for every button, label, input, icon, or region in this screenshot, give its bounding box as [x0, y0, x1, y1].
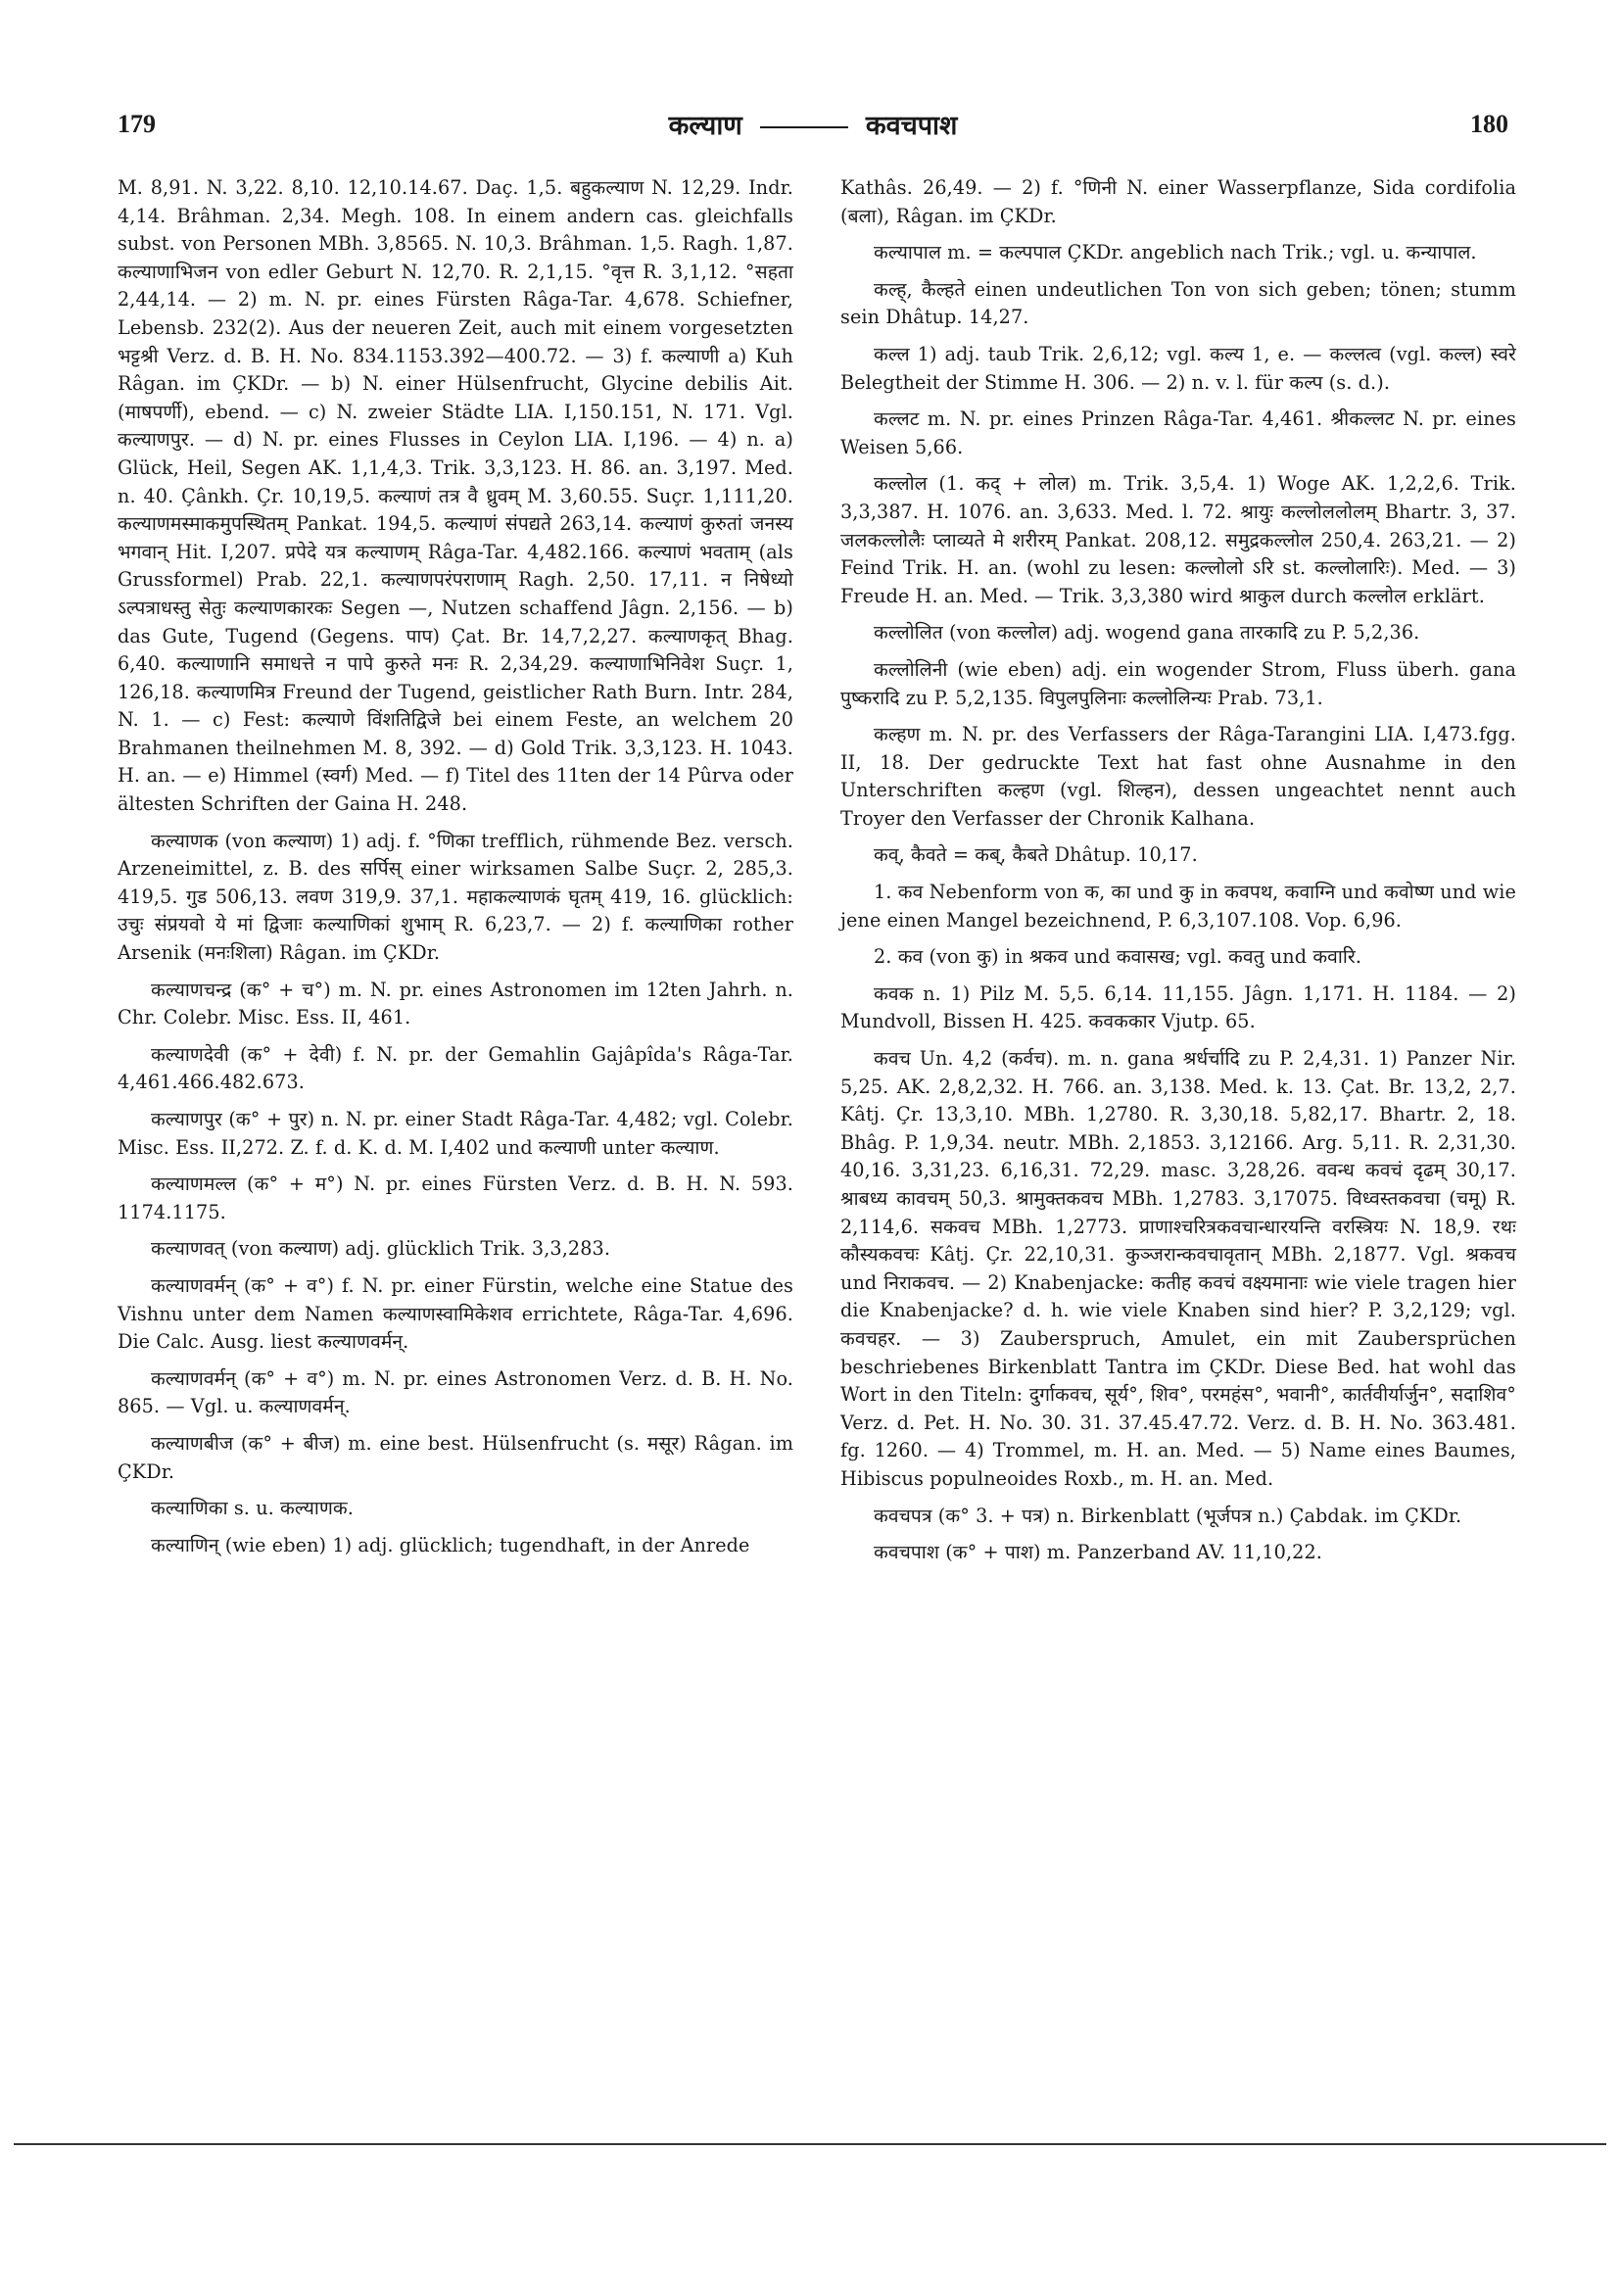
page-number-right: 180	[1470, 110, 1508, 138]
head-dash	[760, 126, 848, 128]
dictionary-entry: कल्याणिका s. u. कल्याणक.	[151, 1497, 354, 1520]
dictionary-entry: कल्लट m. N. pr. eines Prinzen Râga-Tar. 4,461. श्रीकल्लट N. pr. eines Weisen 5,66.	[840, 407, 1516, 458]
dictionary-entry: कल्याणमल्ल (क° + म°) N. pr. eines Fürsten Verz. d. B. H. N. 593. 1174.1175.	[118, 1172, 793, 1223]
dictionary-entry: कल्याणचन्द्र (क° + च°) m. N. pr. eines Astronomen im 12ten Jahrh. n. Chr. Colebr. Misc. Ess. II, 461.	[118, 978, 793, 1029]
dictionary-entry: कव्, कैवते = कब्, कैबते Dhâtup. 10,17.	[874, 843, 1198, 867]
dictionary-entry: कल्ह्, कैल्हते einen undeutlichen Ton von sich geben; tönen; stumm sein Dhâtup. 14,27.	[840, 277, 1516, 329]
right-column	[840, 174, 1516, 1576]
dictionary-entry: कल्याणवर्मन् (क° + व°) f. N. pr. einer Fürstin, welche eine Statue des Vishnu unter dem Namen कल्याणस्वामिकेशव errichtete, Râga-Tar. 4,696. Die Calc. Ausg. liest कल्याणवर्मन्.	[118, 1273, 793, 1354]
dictionary-entry: कल्याणिन् (wie eben) 1) adj. glücklich; tugendhaft, in der Anrede	[151, 1533, 750, 1556]
dictionary-entry: कल्याणवर्मन् (क° + व°) m. N. pr. eines Astronomen Verz. d. B. H. No. 865. — Vgl. u. कल्याणवर्मन्.	[118, 1366, 793, 1418]
dictionary-entry: M. 8,91. N. 3,22. 8,10. 12,10.14.67. Daç. 1,5. बहुकल्याण N. 12,29. Indr. 4,14. Brâhman. 2,34. Megh. 108. In einem andern cas. gleichfalls subst. von Personen MBh. 3,8565. N. 10,3. Brâhman. 1,5. Ragh. 1,87. कल्याणाभिजन von edler Geburt N. 12,70. R. 2,1,15. °वृत्त R. 3,1,12. °सहता 2,44,14. — 2) m. N. pr. eines Fürsten Râga-Tar. 4,678. Schiefner, Lebensb. 232(2). Aus der neueren Zeit, auch mit einem vorgesetzten भट्टश्री Verz. d. B. H. No. 834.1153.392—400.72. — 3) f. कल्याणी a) Kuh Râgan. im ÇKDr. — b) N. einer Hülsenfrucht, Glycine debilis Ait. (माषपर्णी), ebend. — c) N. zweier Städte LIA. I,150.151, N. 171. Vgl. कल्याणपुर. — d) N. pr. eines Flusses in Ceylon LIA. I,196. — 4) n. a) Glück, Heil, Segen AK. 1,1,4,3. Trik. 3,3,123. H. 86. an. 3,197. Med. n. 40. Çânkh. Çr. 10,19,5. कल्याणं तत्र वै ध्रुवम् M. 3,60.55. Suçr. 1,111,20. कल्याणमस्माकमुपस्थितम् Pankat. 194,5. कल्याणं संपद्यते 263,14. कल्याणं कुरुतां जनस्य भगवान् Hit. I,207. प्रपेदे यत्र कल्याणम् Râga-Tar. 4,482.166. कल्याणं भवताम् (als Grussformel) Prab. 22,1. कल्याणपरंपराणाम् Ragh. 2,50. 17,11. न निषेध्यो ऽल्पत्राधस्तु सेतुः कल्याणकारकः Segen —, Nutzen schaffend Jâgn. 2,156. — b) das Gute, Tugend (Gegens. पाप) Çat. Br. 14,7,2,27. कल्याणकृत् Bhag. 6,40. कल्याणानि समाधत्ते न पापे कुरुते मनः R. 2,34,29. कल्याणाभिनिवेश Suçr. 1, 126,18. कल्याणमित्र Freund der Tugend, geistlicher Rath Burn. Intr. 284, N. 1. — c) Fest: कल्याणे विंशतिद्विजे bei einem Feste, an welchem 20 Brahmanen theilnehmen M. 8, 392. — d) Gold Trik. 3,3,123. H. 1043. H. an. — e) Himmel (स्वर्ग) Med. — f) Titel des 11ten der 14 Pûrva oder ältesten Schriften der Gaina H. 248.	[118, 176, 793, 816]
dictionary-entry: कल्लोलिनी (wie eben) adj. ein wogender Strom, Fluss überh. gana पुष्करादि zu P. 5,2,135. विपुलपुलिनाः कल्लोलिन्यः Prab. 73,1.	[840, 657, 1516, 709]
dictionary-entry: कवचपत्र (क° 3. + पत्र) n. Birkenblatt (भूर्जपत्र n.) Çabdak. im ÇKDr.	[874, 1504, 1462, 1527]
footer-rule	[14, 2143, 1606, 2145]
head-word-last: कवचपाश	[865, 111, 958, 141]
dictionary-entry: कल्हण m. N. pr. des Verfassers der Râga-Tarangini LIA. I,473.fgg. II, 18. Der gedruckte Text hat fast ohne Ausnahme in den Unterschriften कल्हण (vgl. शिल्हन), dessen ungeachtet nennt auch Troyer den Verfasser der Chronik Kalhana.	[840, 723, 1516, 830]
dictionary-entry: कवच Un. 4,2 (कर्वच). m. n. gana श्रर्धर्चादि zu P. 2,4,31. 1) Panzer Nir. 5,25. AK. 2,8,2,32. H. 766. an. 3,138. Med. k. 13. Çat. Br. 13,2, 2,7. Kâtj. Çr. 13,3,10. MBh. 1,2780. R. 3,30,18. 5,82,17. Bhartr. 2, 18. Bhâg. P. 1,9,34. neutr. MBh. 2,1853. 3,12166. Arg. 5,11. R. 2,31,30. 40,16. 3,31,23. 6,16,31. 72,29. masc. 3,28,26. ववन्ध कवचं दृढम् 30,17. श्राबध्य कावचम् 50,3. श्रामुक्तकवच MBh. 1,2783. 3,17075. विध्वस्तकवचा (चमू) R. 2,114,6. सकवच MBh. 1,2773. प्राणाश्चरित्रकवचान्धारयन्ति वरस्त्रियः N. 18,9. रथः कौस्यकवचः Kâtj. Çr. 22,10,31. कुञ्जरान्कवचावृतान् MBh. 2,1877. Vgl. श्रकवच und निराकवच. — 2) Knabenjacke: कतीह कवचं वक्ष्यमानाः wie viele tragen hier die Knabenjacke? d. h. wie viele Knaben sind hier? P. 3,2,129; vgl. कवचहर. — 3) Zauberspruch, Amulet, ein mit Zaubersprüchen beschriebenes Birkenblatt Tantra im ÇKDr. Diese Bed. hat wohl das Wort in den Titeln: दुर्गाकवच, सूर्य°, शिव°, परमहंस°, भवानी°, कार्तवीर्यार्जुन°, सदाशिव° Verz. d. Pet. H. No. 30. 31. 37.45.47.72. Verz. d. B. H. No. 363.481. fg. 1260. — 4) Trommel, m. H. an. Med. — 5) Name eines Baumes, Hibiscus populneoides Roxb., m. H. an. Med.	[840, 1047, 1516, 1490]
dictionary-entry: Kathâs. 26,49. — 2) f. °णिनी N. einer Wasserpflanze, Sida cordifolia (बला), Râgan. im ÇKDr.	[840, 176, 1516, 227]
head-word-first: कल्याण	[668, 111, 742, 141]
dictionary-entry: कल्लोलित (von कल्लोल) adj. wogend gana तारकादि zu P. 5,2,36.	[874, 621, 1420, 645]
left-column	[118, 174, 793, 1568]
dictionary-entry: कल्लोल (1. कद् + लोल) m. Trik. 3,5,4. 1) Woge AK. 1,2,2,6. Trik. 3,3,387. H. 1076. an. 3,633. Med. l. 72. श्रायुः कल्लोललोलम् Bhartr. 3, 37. जलकल्लोलैः प्लाव्यते मे शरीरम् Pankat. 208,12. समुद्रकल्लोल 250,4. 263,21. — 2) Feind Trik. H. an. (wohl zu lesen: कल्लोलो ऽरि st. कल्लोलारिः). Med. — 3) Freude H. an. Med. — Trik. 3,3,380 wird श्राकुल durch कल्लोल erklärt.	[840, 472, 1516, 607]
running-head-title	[118, 106, 1508, 142]
dictionary-entry: कल्ल 1) adj. taub Trik. 2,6,12; vgl. कल्य 1, e. — कल्लत्व (vgl. कल्ल) स्वरे Belegtheit der Stimme H. 306. — 2) n. v. l. für कल्प (s. d.).	[840, 342, 1516, 394]
dictionary-entry: 2. कव (von कु) in श्रकव und कवासख; vgl. कवतु und कवारि.	[874, 945, 1362, 969]
page-number-left: 179	[118, 110, 156, 138]
dictionary-entry: कवक n. 1) Pilz M. 5,5. 6,14. 11,155. Jâgn. 1,171. H. 1184. — 2) Mundvoll, Bissen H. 425. कवककार Vjutp. 65.	[840, 981, 1516, 1033]
dictionary-entry: कवचपाश (क° + पाश) m. Panzerband AV. 11,10,22.	[874, 1541, 1322, 1564]
running-header	[118, 106, 1508, 155]
dictionary-entry: कल्याणदेवी (क° + देवी) f. N. pr. der Gemahlin Gajâpîda's Râga-Tar. 4,461.466.482.673.	[118, 1042, 793, 1094]
dictionary-entry: कल्याणवत् (von कल्याण) adj. glücklich Trik. 3,3,283.	[151, 1237, 611, 1261]
dictionary-entry: 1. कव Nebenform von क, का und कु in कवपथ, कवाग्नि und कवोष्ण und wie jene einen Mangel bezeichnend, P. 6,3,107.108. Vop. 6,96.	[840, 881, 1516, 932]
dictionary-entry: कल्याणपुर (क° + पुर) n. N. pr. einer Stadt Râga-Tar. 4,482; vgl. Colebr. Misc. Ess. II,272. Z. f. d. K. d. M. I,402 und कल्याणी unter कल्याण.	[118, 1108, 793, 1159]
dictionary-entry: कल्याणक (von कल्याण) 1) adj. f. °णिका trefflich, rühmende Bez. versch. Arzeneimittel, z. B. des सर्पिस् einer wirksamen Salbe Suçr. 2, 285,3. 419,5. गुड 506,13. लवण 319,9. 37,1. महाकल्याणकं घृतम् 419, 16. glücklich: उचुः संप्रयवो ये मां द्विजाः कल्याणिकां शुभाम् R. 6,23,7. — 2) f. कल्याणिका rother Arsenik (मनःशिला) Râgan. im ÇKDr.	[118, 829, 793, 965]
dictionary-entry: कल्याणबीज (क° + बीज) m. eine best. Hülsenfrucht (s. मसूर) Râgan. im ÇKDr.	[118, 1431, 793, 1483]
dictionary-entry: कल्यापाल m. = कल्पपाल ÇKDr. angeblich nach Trik.; vgl. u. कन्यापाल.	[874, 241, 1477, 264]
